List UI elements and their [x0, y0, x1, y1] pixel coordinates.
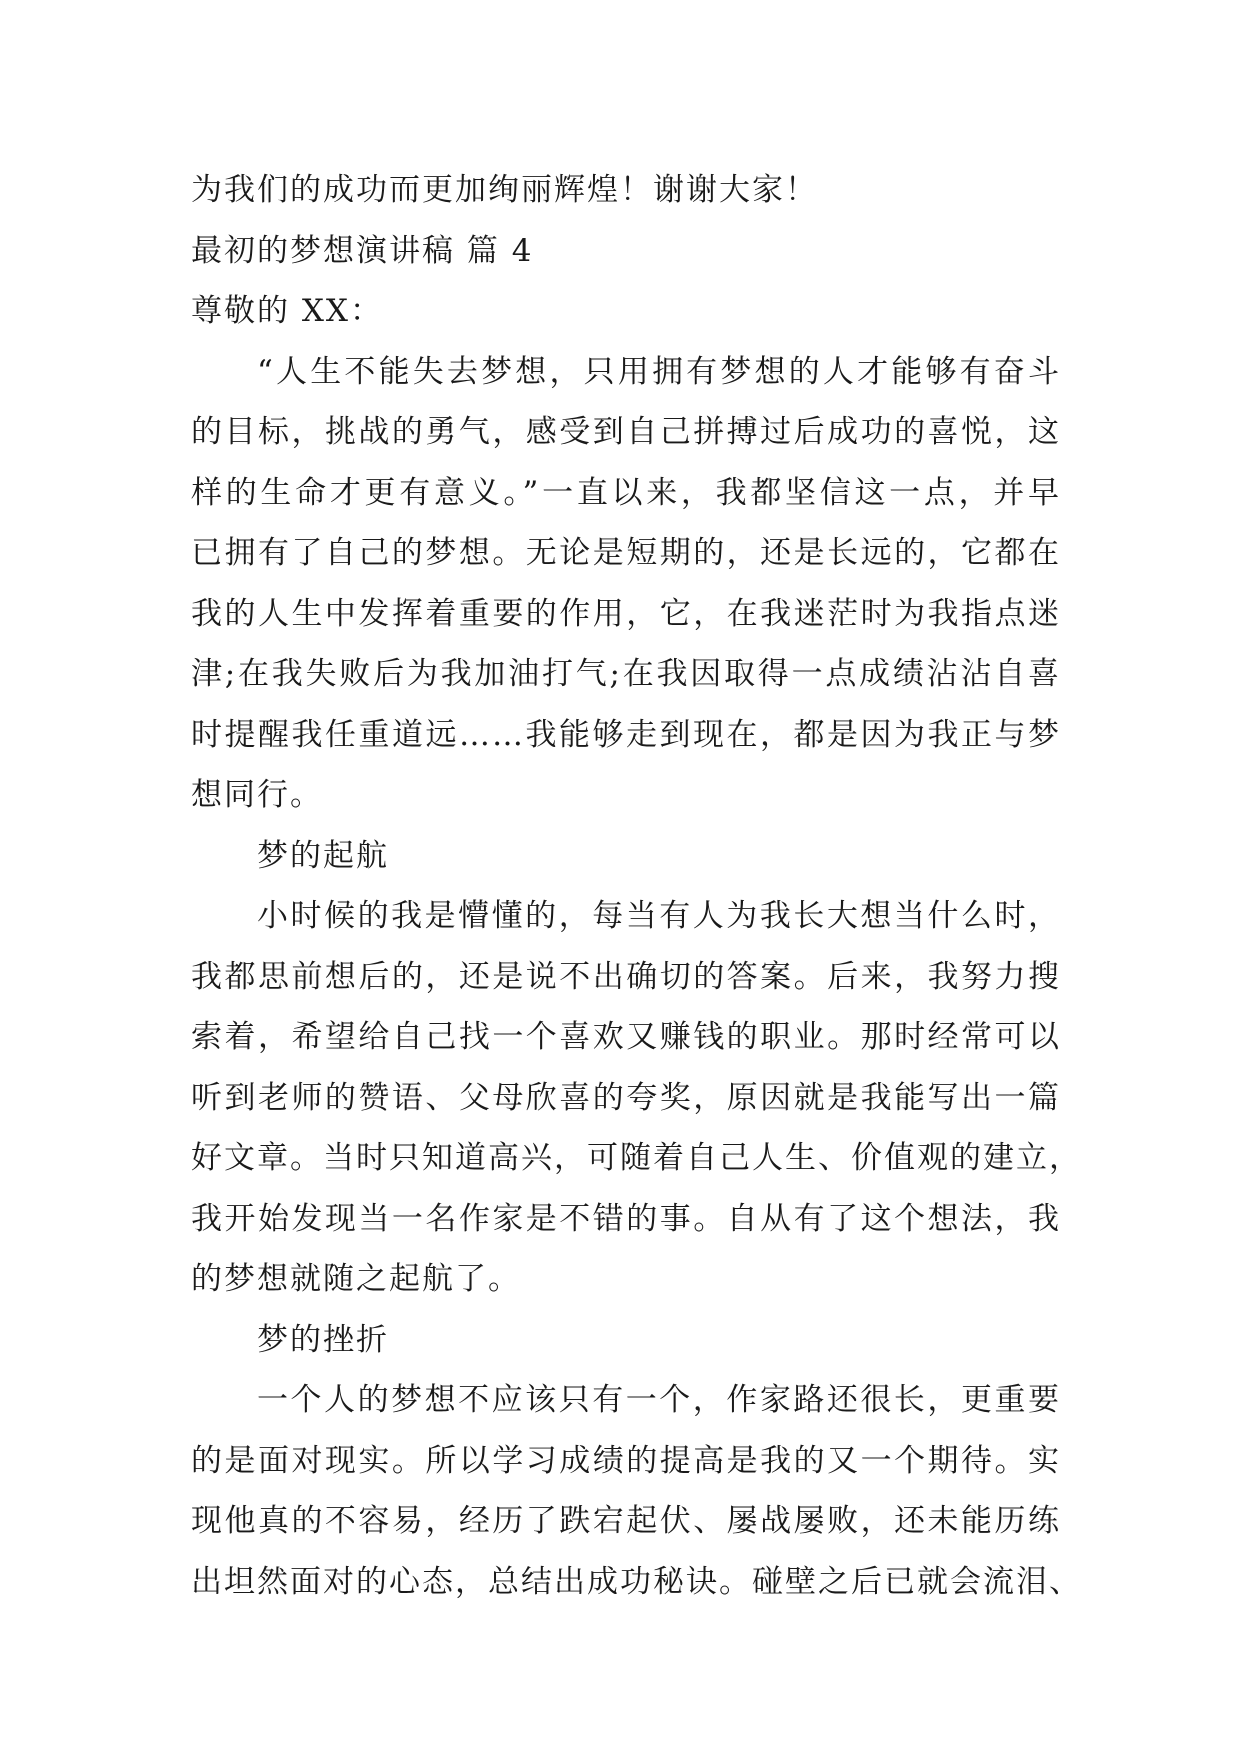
text-line: 我的人生中发挥着重要的作用，它，在我迷茫时为我指点迷 [191, 595, 1061, 632]
document-body [191, 160, 1082, 1612]
text-line: 一个人的梦想不应该只有一个，作家路还很长，更重要 [257, 1382, 1061, 1418]
text-line: 梦的挫折 [257, 1321, 389, 1358]
text-line: 津;在我失败后为我加油打气;在我因取得一点成绩沾沾自喜 [191, 656, 1061, 692]
text-line: 的梦想就随之起航了。 [191, 1261, 521, 1297]
text-line: 样的生命才更有意义。”一直以来，我都坚信这一点，并早 [191, 474, 1061, 511]
text-line: 小时候的我是懵懂的，每当有人为我长大想当什么时， [257, 898, 1061, 934]
text-line: 的目标，挑战的勇气，感受到自己拼搏过后成功的喜悦，这 [191, 414, 1061, 450]
text-line: 索着，希望给自己找一个喜欢又赚钱的职业。那时经常可以 [191, 1019, 1061, 1055]
text-line: 已拥有了自己的梦想。无论是短期的，还是长远的，它都在 [191, 535, 1061, 571]
text-line: “人生不能失去梦想，只用拥有梦想的人才能够有奋斗 [257, 353, 1061, 390]
text-line: 出坦然面对的心态，总结出成功秘诀。碰壁之后已就会流泪、 [191, 1563, 1082, 1600]
text-line: 尊敬的 XX： [191, 293, 383, 329]
text-line: 时提醒我任重道远……我能够走到现在，都是因为我正与梦 [191, 716, 1061, 753]
text-line: 最初的梦想演讲稿 篇 4 [191, 232, 534, 269]
text-line: 的是面对现实。所以学习成绩的提高是我的又一个期待。实 [191, 1442, 1061, 1479]
text-line: 我都思前想后的，还是说不出确切的答案。后来，我努力搜 [191, 958, 1061, 995]
text-line: 现他真的不容易，经历了跌宕起伏、屡战屡败，还未能历练 [191, 1503, 1061, 1539]
text-line: 想同行。 [191, 777, 323, 813]
text-line: 梦的起航 [257, 837, 389, 874]
text-line: 听到老师的赞语、父母欣喜的夸奖，原因就是我能写出一篇 [191, 1079, 1061, 1116]
text-line: 好文章。当时只知道高兴，可随着自己人生、价值观的建立， [191, 1140, 1082, 1176]
text-line: 为我们的成功而更加绚丽辉煌！谢谢大家！ [191, 172, 818, 208]
text-line: 我开始发现当一名作家是不错的事。自从有了这个想法，我 [191, 1200, 1061, 1237]
